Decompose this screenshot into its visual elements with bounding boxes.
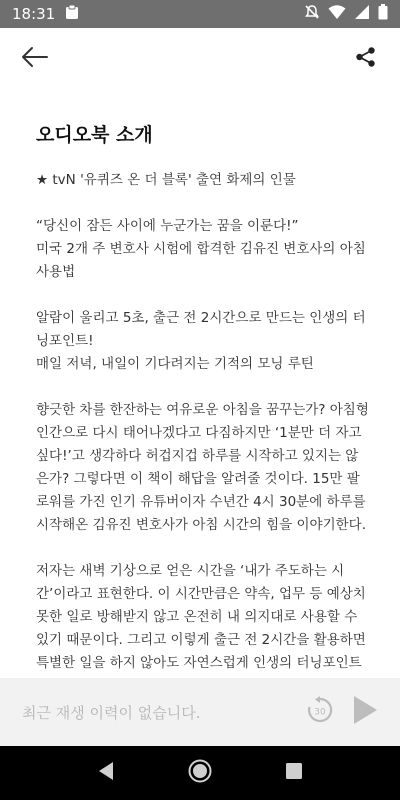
back-button[interactable] [18,43,50,75]
player-status-text: 최근 재생 이력이 없습니다. [22,703,201,722]
system-nav-bar [0,746,400,800]
status-time: 18:31 [12,5,56,23]
replay-seconds-label: 30 [314,707,326,718]
clipboard-icon [65,4,79,24]
signal-icon [354,4,370,24]
replay-30-icon [306,709,334,728]
audiobook-intro-section [36,90,370,678]
nav-home-button[interactable] [188,759,212,787]
play-icon [352,710,378,729]
share-icon [355,46,377,72]
status-bar [0,0,400,28]
back-arrow-icon [20,46,48,72]
intro-paragraph-4: 향긋한 차를 한잔하는 여유로운 아침을 꿈꾸는가? 아침형 인간으로 다시 태어나겠다고 다짐하지만 ‘1분만 더 자고 싶다!’고 생각하다 허겁지겁 하루를 시작하고 있지는 않은가? 그렇다면 이 책이 해답을 알려줄 것이다. 15만 팔로워를 가진 인기 유튜버이자 수년간 4시 30분에 하루를 시작해온 김유진 변호사가 아침 시간의 힘을 이야기한다. [36,402,369,533]
nav-back-button[interactable] [97,761,115,785]
intro-paragraph-1: ★ tvN '유퀴즈 온 더 블록' 출연 화제의 인물 [36,172,296,188]
nav-back-icon [97,766,115,785]
wifi-icon [328,4,346,24]
mini-player [0,678,400,746]
replay-30-button[interactable] [306,696,334,728]
section-title: 오디오북 소개 [36,124,153,146]
nav-home-icon [188,768,212,787]
share-button[interactable] [350,43,382,75]
play-button[interactable] [352,695,378,729]
app-bar [0,28,400,90]
battery-icon [378,4,388,24]
intro-paragraph-2: “당신이 잠든 사이에 누군가는 꿈을 이룬다!” 미국 2개 주 변호사 시험에 합격한 김유진 변호사의 아침 사용법 [36,218,366,280]
nav-recents-button[interactable] [285,762,303,784]
intro-paragraph-3: 알람이 울리고 5초, 출근 전 2시간으로 만드는 인생의 터닝포인트! 매일 저녁, 내일이 기다려지는 기적의 모닝 루틴 [36,310,366,372]
nav-recents-icon [285,765,303,784]
mute-icon [304,4,320,24]
intro-paragraph-5: 저자는 새벽 기상으로 얻은 시간을 ‘내가 주도하는 시간’이라고 표현한다. 이 시간만큼은 약속, 업무 등 예상치 못한 일로 방해받지 않고 온전히 내 의지대로 사용할 수 있기 때문이다. 그리고 이렇게 출근 전 2시간을 활용하면 특별한 일을 하지 않아도 자연스럽게 인생의 터닝포인트 [36,563,366,671]
